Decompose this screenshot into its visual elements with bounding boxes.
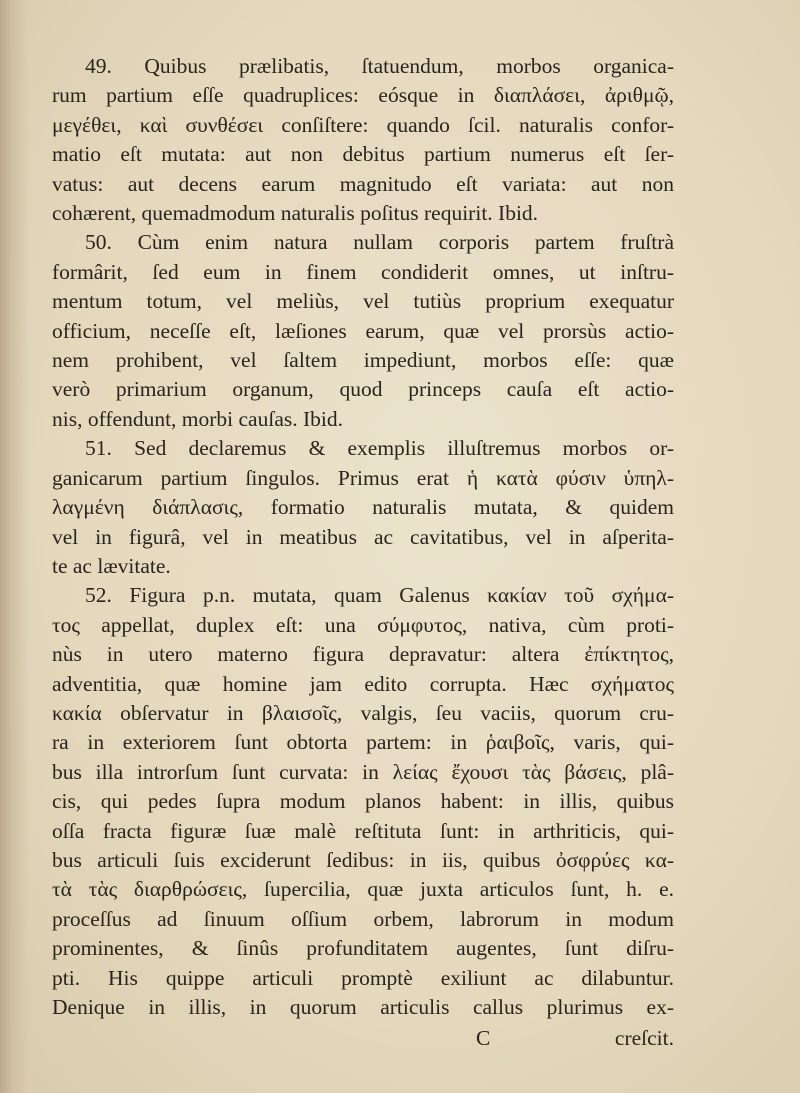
text-line: τὰ τὰς διαρθρώσεις, ſupercilia, quæ juxta articulos ſunt, h. e.: [52, 877, 674, 902]
text-line: mentum totum, vel meliùs, vel tutiùs proprium exequatur: [52, 289, 674, 314]
text-line: te ac lævitate.: [52, 553, 171, 578]
text-line: pti. His quippe articuli promptè exiliunt ac dilabuntur.: [52, 965, 674, 990]
text-line: κακία obſervatur in βλαισοῖς, valgis, ſeu vaciis, quorum cru-: [52, 700, 674, 725]
body-text: [52, 52, 674, 1022]
text-line: cohærent, quemadmodum naturalis poſitus requirit. Ibid.: [52, 201, 539, 226]
text-line: prominentes, & ſinûs profunditatem augentes, ſunt diſru-: [52, 936, 674, 961]
page-binding-shadow: [0, 0, 30, 1093]
text-line: 50. Cùm enim natura nullam corporis partem fruſtrà: [85, 230, 674, 255]
text-line: τος appellat, duplex eſt: una σύμφυτος, nativa, cùm proti-: [52, 612, 674, 637]
catchword: creſcit.: [614, 1026, 674, 1050]
signature-mark: C: [476, 1026, 491, 1050]
text-line: matio eſt mutata: aut non debitus partium numerus eſt ſer-: [52, 142, 674, 167]
text-line: nem prohibent, vel ſaltem impediunt, morbos eſſe: quæ: [52, 348, 674, 373]
text-line: officium, neceſſe eſt, læſiones earum, quæ vel prorsùs actio-: [52, 318, 674, 343]
text-line: 51. Sed declaremus & exemplis illuſtremus morbos or-: [85, 436, 674, 461]
text-line: bus illa introrſum ſunt curvata: in λείας ἔχουσι τὰς βάσεις, plâ-: [52, 759, 674, 784]
text-line: μεγέθει, καὶ συνθέσει conſiſtere: quando ſcil. naturalis confor-: [52, 112, 674, 137]
text-line: λαγμένη διάπλασις, formatio naturalis mutata, & quidem: [52, 495, 674, 520]
text-line: vatus: aut decens earum magnitudo eſt variata: aut non: [52, 171, 674, 196]
text-line: adventitia, quæ homine jam edito corrupta. Hæc σχήματος: [52, 671, 674, 696]
text-line: formârit, ſed eum in finem condiderit omnes, ut inſtru-: [52, 259, 674, 284]
text-line: Denique in illis, in quorum articulis callus plurimus ex-: [52, 995, 674, 1019]
text-line: vel in figurâ, vel in meatibus ac cavitatibus, vel in aſperita-: [52, 524, 674, 549]
text-line: verò primarium organum, quod princeps cauſa eſt actio-: [52, 377, 674, 402]
page-footer: [52, 1026, 674, 1056]
text-line: nùs in utero materno figura depravatur: altera ἐπίκτητος,: [52, 642, 674, 667]
text-line: 49. Quibus prælibatis, ſtatuendum, morbos organica-: [85, 54, 674, 78]
text-line: ganicarum partium ſingulos. Primus erat ἡ κατὰ φύσιν ὑπηλ-: [52, 465, 674, 490]
text-line: ra in exteriorem ſunt obtorta partem: in ῥαιβοῖς, varis, qui-: [52, 730, 674, 755]
text-line: cis, qui pedes ſupra modum planos habent: in illis, quibus: [52, 789, 674, 814]
text-line: bus articuli ſuis exciderunt ſedibus: in iis, quibus ὀσφρύες κα-: [52, 847, 674, 872]
text-line: nis, offendunt, morbi cauſas. Ibid.: [52, 406, 343, 431]
text-line: proceſſus ad ſinuum oſſium orbem, labrorum in modum: [52, 906, 674, 931]
text-line: oſſa fracta figuræ ſuæ malè reſtituta ſunt: in arthriticis, qui-: [52, 818, 674, 843]
text-line: rum partium eſſe quadruplices: eósque in διαπλάσει, ἀριθμῷ,: [52, 83, 674, 108]
text-line: 52. Figura p.n. mutata, quam Galenus κακίαν τοῦ σχήμα-: [85, 583, 674, 608]
